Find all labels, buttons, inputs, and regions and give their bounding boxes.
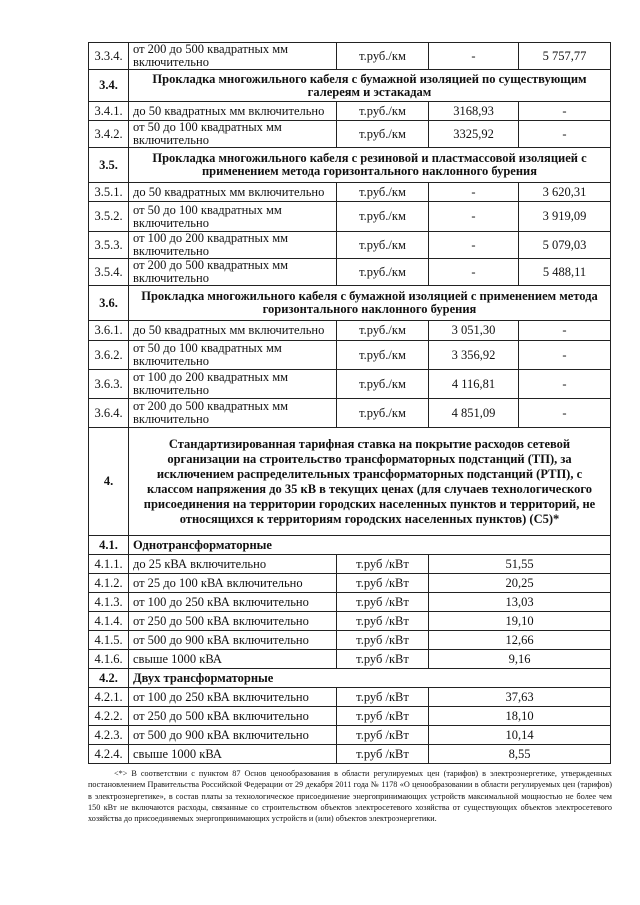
row-description: до 50 квадратных мм включительно [129, 102, 337, 121]
row-description: до 50 квадратных мм включительно [129, 183, 337, 202]
row-value-2: - [519, 121, 611, 148]
row-number: 4.1.2. [89, 574, 129, 593]
row-value-1: - [429, 202, 519, 232]
row-description: от 250 до 500 кВА включительно [129, 612, 337, 631]
row-unit: т.руб./км [337, 370, 429, 399]
subsection-number: 4.2. [89, 669, 129, 688]
table-row [89, 43, 611, 70]
row-description: от 50 до 100 квадратных мм включительно [129, 121, 337, 148]
row-value: 8,55 [429, 745, 611, 764]
row-number: 4.2.2. [89, 707, 129, 726]
row-value-2: - [519, 321, 611, 341]
row-unit: т.руб /кВт [337, 555, 429, 574]
row-unit: т.руб /кВт [337, 726, 429, 745]
row-unit: т.руб./км [337, 341, 429, 370]
row-unit: т.руб./км [337, 121, 429, 148]
row-value: 20,25 [429, 574, 611, 593]
row-value-1: - [429, 43, 519, 70]
row-value-2: - [519, 399, 611, 428]
table-row [89, 536, 611, 555]
row-value-2: 3 919,09 [519, 202, 611, 232]
section-number: 3.5. [89, 148, 129, 183]
table-row [89, 707, 611, 726]
section-number: 3.6. [89, 286, 129, 321]
row-number: 4.1.3. [89, 593, 129, 612]
table-row [89, 341, 611, 370]
table-row [89, 574, 611, 593]
row-number: 3.3.4. [89, 43, 129, 70]
row-description: от 250 до 500 кВА включительно [129, 707, 337, 726]
row-description: до 50 квадратных мм включительно [129, 321, 337, 341]
table-row [89, 650, 611, 669]
row-value: 37,63 [429, 688, 611, 707]
row-value-2: 5 757,77 [519, 43, 611, 70]
row-number: 4.1.6. [89, 650, 129, 669]
table-row [89, 631, 611, 650]
row-unit: т.руб./км [337, 43, 429, 70]
table-row [89, 232, 611, 259]
row-description: от 200 до 500 квадратных мм включительно [129, 259, 337, 286]
row-description: свыше 1000 кВА [129, 745, 337, 764]
row-number: 4.1.1. [89, 555, 129, 574]
row-number: 4.2.4. [89, 745, 129, 764]
section-title: Прокладка многожильного кабеля с бумажной изоляцией по существующим галереям и эстакадам [129, 70, 611, 102]
row-number: 3.5.3. [89, 232, 129, 259]
row-description: от 200 до 500 квадратных мм включительно [129, 43, 337, 70]
row-description: от 100 до 200 квадратных мм включительно [129, 232, 337, 259]
row-value: 9,16 [429, 650, 611, 669]
row-description: от 50 до 100 квадратных мм включительно [129, 202, 337, 232]
row-value-1: 4 116,81 [429, 370, 519, 399]
row-unit: т.руб /кВт [337, 707, 429, 726]
footnote [88, 768, 612, 824]
table-row [89, 428, 611, 536]
row-unit: т.руб./км [337, 399, 429, 428]
row-value-2: 5 079,03 [519, 232, 611, 259]
row-value-2: 3 620,31 [519, 183, 611, 202]
row-number: 4.2.3. [89, 726, 129, 745]
row-number: 3.6.2. [89, 341, 129, 370]
row-description: от 100 до 200 квадратных мм включительно [129, 370, 337, 399]
row-value: 12,66 [429, 631, 611, 650]
row-number: 3.5.4. [89, 259, 129, 286]
table-row [89, 688, 611, 707]
row-value: 19,10 [429, 612, 611, 631]
table-row [89, 102, 611, 121]
row-number: 4.1.5. [89, 631, 129, 650]
row-unit: т.руб /кВт [337, 650, 429, 669]
row-value-2: - [519, 341, 611, 370]
row-number: 4.2.1. [89, 688, 129, 707]
tariff-table-body [89, 43, 611, 764]
row-number: 3.6.1. [89, 321, 129, 341]
row-number: 3.4.1. [89, 102, 129, 121]
row-number: 3.6.3. [89, 370, 129, 399]
row-description: от 200 до 500 квадратных мм включительно [129, 399, 337, 428]
table-row [89, 148, 611, 183]
row-value-1: 3325,92 [429, 121, 519, 148]
row-number: 3.5.1. [89, 183, 129, 202]
row-unit: т.руб./км [337, 102, 429, 121]
row-description: от 100 до 250 кВА включительно [129, 688, 337, 707]
row-description: от 25 до 100 кВА включительно [129, 574, 337, 593]
subsection-number: 4.1. [89, 536, 129, 555]
section-number: 3.4. [89, 70, 129, 102]
tariff-table [88, 42, 611, 764]
row-unit: т.руб /кВт [337, 612, 429, 631]
table-row [89, 745, 611, 764]
table-row [89, 593, 611, 612]
row-unit: т.руб./км [337, 183, 429, 202]
row-unit: т.руб /кВт [337, 688, 429, 707]
row-description: до 25 кВА включительно [129, 555, 337, 574]
row-value-1: - [429, 259, 519, 286]
row-number: 3.4.2. [89, 121, 129, 148]
row-value-1: 3 356,92 [429, 341, 519, 370]
subsection-title: Однотрансформаторные [129, 536, 611, 555]
row-unit: т.руб /кВт [337, 593, 429, 612]
row-unit: т.руб /кВт [337, 574, 429, 593]
table-row [89, 669, 611, 688]
subsection-title: Двух трансформаторные [129, 669, 611, 688]
section-number: 4. [89, 428, 129, 536]
row-value-2: - [519, 370, 611, 399]
row-value-1: 4 851,09 [429, 399, 519, 428]
row-number: 3.5.2. [89, 202, 129, 232]
table-row [89, 121, 611, 148]
table-row [89, 259, 611, 286]
row-value: 51,55 [429, 555, 611, 574]
row-unit: т.руб./км [337, 202, 429, 232]
row-value: 10,14 [429, 726, 611, 745]
table-row [89, 183, 611, 202]
section-title: Прокладка многожильного кабеля с бумажной изоляцией с применением метода горизонтального наклонного бурения [129, 286, 611, 321]
row-value-2: 5 488,11 [519, 259, 611, 286]
table-row [89, 555, 611, 574]
row-value: 18,10 [429, 707, 611, 726]
row-description: свыше 1000 кВА [129, 650, 337, 669]
table-row [89, 202, 611, 232]
row-unit: т.руб /кВт [337, 631, 429, 650]
table-row [89, 399, 611, 428]
row-value-2: - [519, 102, 611, 121]
row-number: 3.6.4. [89, 399, 129, 428]
section-title: Прокладка многожильного кабеля с резиновой и пластмассовой изоляцией с применением метода горизонтального наклонного бурения [129, 148, 611, 183]
row-value-1: - [429, 232, 519, 259]
row-description: от 50 до 100 квадратных мм включительно [129, 341, 337, 370]
table-row [89, 70, 611, 102]
row-description: от 500 до 900 кВА включительно [129, 726, 337, 745]
row-description: от 100 до 250 кВА включительно [129, 593, 337, 612]
row-unit: т.руб /кВт [337, 745, 429, 764]
row-description: от 500 до 900 кВА включительно [129, 631, 337, 650]
table-row [89, 612, 611, 631]
table-row [89, 726, 611, 745]
row-unit: т.руб./км [337, 232, 429, 259]
table-row [89, 286, 611, 321]
row-value-1: 3168,93 [429, 102, 519, 121]
row-unit: т.руб./км [337, 259, 429, 286]
footnote-text: <*> В соответствии с пунктом 87 Основ ценообразования в области регулируемых цен (тарифов) в электроэнергетике, утвержденных постановлением Правительства Российской Федерации от 29 декабря 2011 года № 1178 «О ценообразовании в области регулируемых цен (тарифов) в электроэнергетике», в состав платы за технологическое присоединение энергопринимающих устройств максимальной мощностью не более чем 150 кВт не включаются расходы, связанные со строительством объектов электросетевого хозяйства от существующих объектов электросетевого хозяйства до присоединяемых энергопринимающих устройств и (или) объектов электроэнергетики. [88, 769, 612, 824]
section-title: Стандартизированная тарифная ставка на покрытие расходов сетевой организации на строительство трансформаторных подстанций (ТП), за исключением распределительных трансформаторных подстанций (РТП), с классом напряжения до 35 кВ в текущих ценах (для случаев технологического присоединения на территории городских населенных пунктов и территорий, не относящихся к территориям городских населенных пунктов) (С5)* [129, 428, 611, 536]
table-row [89, 321, 611, 341]
table-row [89, 370, 611, 399]
row-unit: т.руб./км [337, 321, 429, 341]
row-value-1: 3 051,30 [429, 321, 519, 341]
row-value: 13,03 [429, 593, 611, 612]
row-number: 4.1.4. [89, 612, 129, 631]
row-value-1: - [429, 183, 519, 202]
